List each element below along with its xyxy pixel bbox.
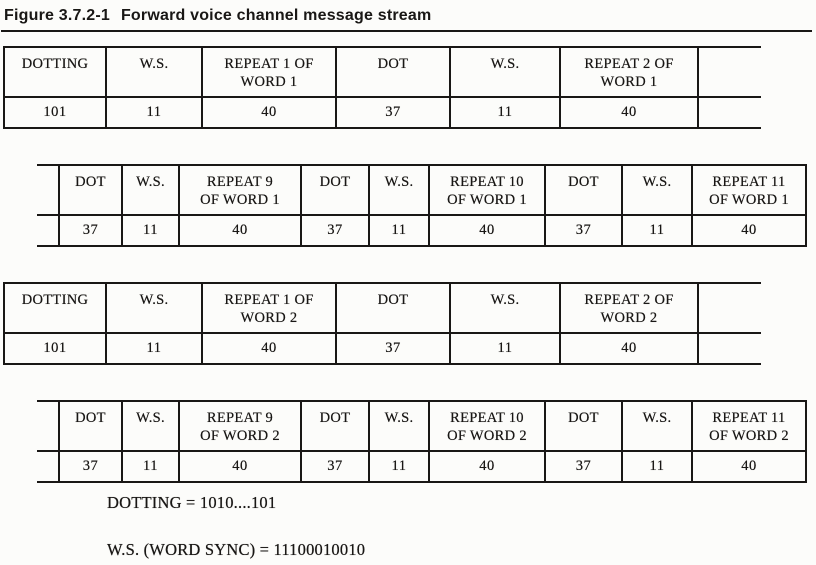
stream-field (123, 164, 180, 247)
field-bit-count: 37 (385, 340, 401, 356)
field-header (60, 402, 121, 452)
field-header (203, 48, 335, 98)
field-header (60, 166, 121, 216)
field-bit-count: 40 (621, 104, 637, 120)
field-bit-count: 11 (143, 222, 158, 238)
field-header-line: OF WORD 2 (447, 428, 527, 444)
field-header (546, 402, 621, 452)
field-header (337, 48, 449, 98)
field-header (203, 284, 335, 334)
stream-field (623, 164, 693, 247)
field-header-line: REPEAT 9 (206, 410, 274, 426)
field-bit-count: 37 (82, 222, 99, 238)
field-bit-count: 40 (232, 222, 248, 238)
field-header (107, 48, 201, 98)
field-header-line: REPEAT 11 (712, 410, 786, 426)
field-bit-count (37, 216, 58, 245)
stream-field (302, 164, 370, 247)
field-header-line: WORD 2 (240, 310, 298, 326)
field-header (699, 284, 761, 334)
field-bit-count: 11 (391, 458, 407, 474)
field-header-line: WORD 1 (600, 74, 658, 90)
field-header (561, 284, 697, 334)
field-header-line: REPEAT 11 (712, 174, 786, 190)
stream-field (60, 164, 123, 247)
field-header-line: OF WORD 1 (447, 192, 527, 208)
stream-table-word1-repeats-9-11 (37, 164, 816, 247)
field-header-line: W.S. (490, 292, 520, 308)
field-header-line: WORD 2 (600, 310, 658, 326)
title-underline (1, 30, 812, 32)
field-header (451, 48, 559, 98)
field-bit-count: 11 (497, 104, 513, 120)
field-header (370, 166, 428, 216)
field-header-line: W.S. (139, 292, 169, 308)
field-bit-count: 11 (391, 222, 407, 238)
field-header-line: WORD 1 (240, 74, 298, 90)
field-header-line: OF WORD 2 (200, 428, 280, 444)
field-header-line: DOT (319, 174, 351, 190)
stream-field (203, 46, 337, 129)
stream-field (430, 400, 546, 483)
field-bit-count: 37 (385, 104, 401, 120)
field-header-line: W.S. (384, 174, 414, 190)
message-stream-tables (0, 46, 816, 483)
field-header-line: DOT (75, 410, 106, 426)
field-bit-count: 37 (575, 222, 592, 238)
stream-field (337, 46, 451, 129)
stream-field (302, 400, 370, 483)
field-header-line: OF WORD 1 (709, 192, 789, 208)
field-header (5, 284, 105, 334)
field-header-line: W.S. (136, 410, 165, 426)
stream-field (370, 164, 430, 247)
field-bit-count: 11 (497, 340, 513, 356)
stream-field (180, 164, 302, 247)
field-header-line: DOTTING (21, 56, 89, 72)
stream-field (693, 400, 807, 483)
stream-field (337, 282, 451, 365)
field-bit-count: 37 (82, 458, 99, 474)
stream-field (546, 164, 623, 247)
stream-field (623, 400, 693, 483)
field-header (123, 166, 178, 216)
field-bit-count (699, 98, 761, 127)
field-bit-count: 101 (43, 340, 67, 356)
field-bit-count: 37 (327, 222, 343, 238)
dotting-definition: DOTTING = 1010....101 (107, 493, 277, 512)
stream-field (180, 400, 302, 483)
field-header (123, 402, 178, 452)
stream-field (107, 46, 203, 129)
stream-field (37, 400, 60, 483)
field-header-line: DOT (568, 174, 599, 190)
field-bit-count: 11 (146, 340, 162, 356)
stream-table-word2-repeats-9-11 (37, 400, 816, 483)
field-header (302, 166, 368, 216)
field-header (370, 402, 428, 452)
stream-table-word2-repeats-1-2 (3, 282, 816, 365)
definition-notes (107, 493, 816, 560)
field-header (693, 166, 805, 216)
figure-caption: Forward voice channel message stream (120, 7, 432, 24)
field-header (180, 402, 300, 452)
field-bit-count: 40 (479, 458, 495, 474)
field-header-line: REPEAT 10 (450, 174, 524, 190)
field-header-line: DOT (377, 56, 409, 72)
field-header-line: W.S. (490, 56, 520, 72)
stream-field (561, 46, 699, 129)
field-header-line: OF WORD 1 (200, 192, 280, 208)
field-bit-count: 11 (649, 458, 665, 474)
field-header (699, 48, 761, 98)
field-header-line: REPEAT 10 (450, 410, 524, 426)
word-sync-definition: W.S. (WORD SYNC) = 11100010010 (107, 540, 366, 559)
stream-field (693, 164, 807, 247)
field-bit-count (699, 334, 761, 363)
stream-field (3, 282, 107, 365)
field-header (430, 166, 544, 216)
field-header (561, 48, 697, 98)
field-header-line: DOT (568, 410, 599, 426)
stream-field (37, 164, 60, 247)
field-header-line: REPEAT 2 OF (584, 56, 674, 72)
stream-field (699, 46, 761, 129)
field-header-line: W.S. (136, 174, 165, 190)
field-header-line: DOT (377, 292, 409, 308)
stream-field (370, 400, 430, 483)
field-bit-count: 40 (232, 458, 248, 474)
field-bit-count: 37 (327, 458, 343, 474)
stream-field (107, 282, 203, 365)
field-bit-count (37, 452, 58, 481)
field-header (180, 166, 300, 216)
field-header (5, 48, 105, 98)
stream-field (451, 282, 561, 365)
stream-field (123, 400, 180, 483)
field-header-line: REPEAT 1 OF (224, 56, 314, 72)
field-bit-count: 11 (649, 222, 665, 238)
figure-number: Figure 3.7.2-1 (4, 7, 110, 24)
field-bit-count: 40 (621, 340, 637, 356)
field-header (451, 284, 559, 334)
field-bit-count: 37 (575, 458, 592, 474)
stream-field (3, 46, 107, 129)
stream-field (60, 400, 123, 483)
stream-field (430, 164, 546, 247)
field-header-line: W.S. (642, 174, 672, 190)
stream-field (203, 282, 337, 365)
stream-field (546, 400, 623, 483)
field-header (302, 402, 368, 452)
stream-field (699, 282, 761, 365)
field-header (693, 402, 805, 452)
field-header (37, 402, 58, 452)
field-header-line: REPEAT 2 OF (584, 292, 674, 308)
field-bit-count: 40 (479, 222, 495, 238)
field-header-line: W.S. (139, 56, 169, 72)
field-header (337, 284, 449, 334)
field-header (107, 284, 201, 334)
field-header (623, 166, 691, 216)
field-bit-count: 11 (146, 104, 162, 120)
field-bit-count: 40 (741, 222, 757, 238)
field-header (37, 166, 58, 216)
field-bit-count: 40 (741, 458, 757, 474)
field-header (546, 166, 621, 216)
field-bit-count: 40 (261, 104, 277, 120)
field-header-line: DOT (75, 174, 106, 190)
field-header-line: REPEAT 1 OF (224, 292, 314, 308)
stream-field (451, 46, 561, 129)
field-bit-count: 40 (261, 340, 277, 356)
field-header-line: REPEAT 9 (206, 174, 274, 190)
field-header-line: W.S. (642, 410, 672, 426)
field-header (623, 402, 691, 452)
field-header-line: W.S. (384, 410, 414, 426)
field-header (430, 402, 544, 452)
field-header-line: DOTTING (21, 292, 89, 308)
stream-field (561, 282, 699, 365)
field-bit-count: 11 (143, 458, 158, 474)
field-bit-count: 101 (43, 104, 67, 120)
field-header-line: DOT (319, 410, 351, 426)
stream-table-word1-repeats-1-2 (3, 46, 816, 129)
figure-title (0, 0, 816, 25)
field-header-line: OF WORD 2 (709, 428, 789, 444)
